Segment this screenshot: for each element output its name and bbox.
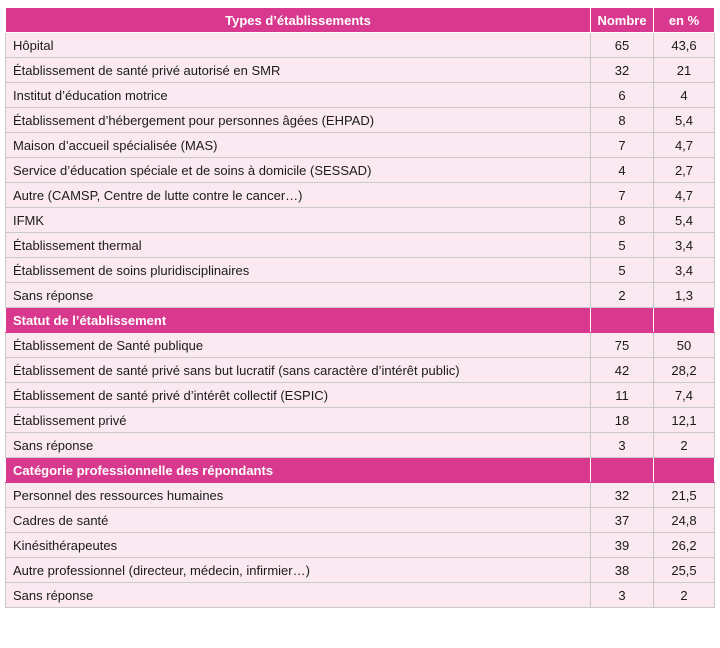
row-label: Maison d’accueil spécialisée (MAS) [6, 133, 591, 158]
row-label: Établissement privé [6, 408, 591, 433]
row-pct: 21 [654, 58, 715, 83]
row-count: 39 [591, 533, 654, 558]
row-label: Hôpital [6, 33, 591, 58]
table-row [6, 533, 715, 558]
row-label: Établissement thermal [6, 233, 591, 258]
table-row [6, 33, 715, 58]
row-label: Établissement de Santé publique [6, 333, 591, 358]
table-row [6, 158, 715, 183]
row-label: IFMK [6, 208, 591, 233]
row-pct: 3,4 [654, 258, 715, 283]
row-pct: 50 [654, 333, 715, 358]
row-pct: 24,8 [654, 508, 715, 533]
row-label: Autre professionnel (directeur, médecin, infirmier…) [6, 558, 591, 583]
row-pct: 5,4 [654, 108, 715, 133]
section-header-categorie [6, 458, 715, 483]
row-count: 7 [591, 133, 654, 158]
table-row [6, 258, 715, 283]
row-label: Établissement de santé privé sans but lucratif (sans caractère d’intérêt public) [6, 358, 591, 383]
header-count: Nombre [591, 8, 654, 33]
row-pct: 2 [654, 583, 715, 608]
row-pct: 21,5 [654, 483, 715, 508]
table-row [6, 358, 715, 383]
row-count: 42 [591, 358, 654, 383]
row-pct: 2,7 [654, 158, 715, 183]
row-count: 75 [591, 333, 654, 358]
table-row [6, 408, 715, 433]
row-label: Établissement de soins pluridisciplinaires [6, 258, 591, 283]
row-label: Établissement de santé privé autorisé en SMR [6, 58, 591, 83]
row-label: Sans réponse [6, 433, 591, 458]
header-types: Types d’établissements [6, 8, 591, 33]
row-count: 7 [591, 183, 654, 208]
row-pct: 28,2 [654, 358, 715, 383]
row-count: 5 [591, 258, 654, 283]
table-row [6, 558, 715, 583]
table-row [6, 283, 715, 308]
row-pct: 12,1 [654, 408, 715, 433]
row-count: 8 [591, 108, 654, 133]
row-pct: 1,3 [654, 283, 715, 308]
row-pct: 3,4 [654, 233, 715, 258]
row-count: 38 [591, 558, 654, 583]
row-label: Sans réponse [6, 283, 591, 308]
row-label: Établissement d’hébergement pour personnes âgées (EHPAD) [6, 108, 591, 133]
table-row [6, 108, 715, 133]
row-label: Kinésithérapeutes [6, 533, 591, 558]
row-pct: 4 [654, 83, 715, 108]
section-empty-cell [654, 458, 715, 483]
row-count: 8 [591, 208, 654, 233]
row-count: 2 [591, 283, 654, 308]
row-count: 32 [591, 483, 654, 508]
table-row [6, 333, 715, 358]
table-row [6, 208, 715, 233]
establishments-table [5, 7, 715, 608]
row-pct: 5,4 [654, 208, 715, 233]
row-pct: 43,6 [654, 33, 715, 58]
row-pct: 2 [654, 433, 715, 458]
table-row [6, 508, 715, 533]
table-row [6, 233, 715, 258]
table-header-row [6, 8, 715, 33]
section-empty-cell [654, 308, 715, 333]
row-count: 11 [591, 383, 654, 408]
table-row [6, 58, 715, 83]
row-label: Cadres de santé [6, 508, 591, 533]
section-empty-cell [591, 308, 654, 333]
row-count: 65 [591, 33, 654, 58]
table-row [6, 383, 715, 408]
section-title: Statut de l’établissement [6, 308, 591, 333]
row-count: 4 [591, 158, 654, 183]
row-pct: 4,7 [654, 133, 715, 158]
row-pct: 4,7 [654, 183, 715, 208]
row-label: Service d’éducation spéciale et de soins à domicile (SESSAD) [6, 158, 591, 183]
row-count: 6 [591, 83, 654, 108]
section-header-statut [6, 308, 715, 333]
row-label: Institut d’éducation motrice [6, 83, 591, 108]
table-row [6, 83, 715, 108]
row-pct: 25,5 [654, 558, 715, 583]
row-count: 3 [591, 583, 654, 608]
row-count: 32 [591, 58, 654, 83]
row-count: 5 [591, 233, 654, 258]
table-row [6, 183, 715, 208]
row-count: 18 [591, 408, 654, 433]
row-label: Sans réponse [6, 583, 591, 608]
section-title: Catégorie professionnelle des répondants [6, 458, 591, 483]
row-count: 3 [591, 433, 654, 458]
table-row [6, 483, 715, 508]
table-row [6, 583, 715, 608]
row-label: Personnel des ressources humaines [6, 483, 591, 508]
table-row [6, 433, 715, 458]
table-row [6, 133, 715, 158]
row-pct: 26,2 [654, 533, 715, 558]
row-count: 37 [591, 508, 654, 533]
header-pct: en % [654, 8, 715, 33]
section-empty-cell [591, 458, 654, 483]
row-pct: 7,4 [654, 383, 715, 408]
row-label: Établissement de santé privé d’intérêt collectif (ESPIC) [6, 383, 591, 408]
row-label: Autre (CAMSP, Centre de lutte contre le cancer…) [6, 183, 591, 208]
